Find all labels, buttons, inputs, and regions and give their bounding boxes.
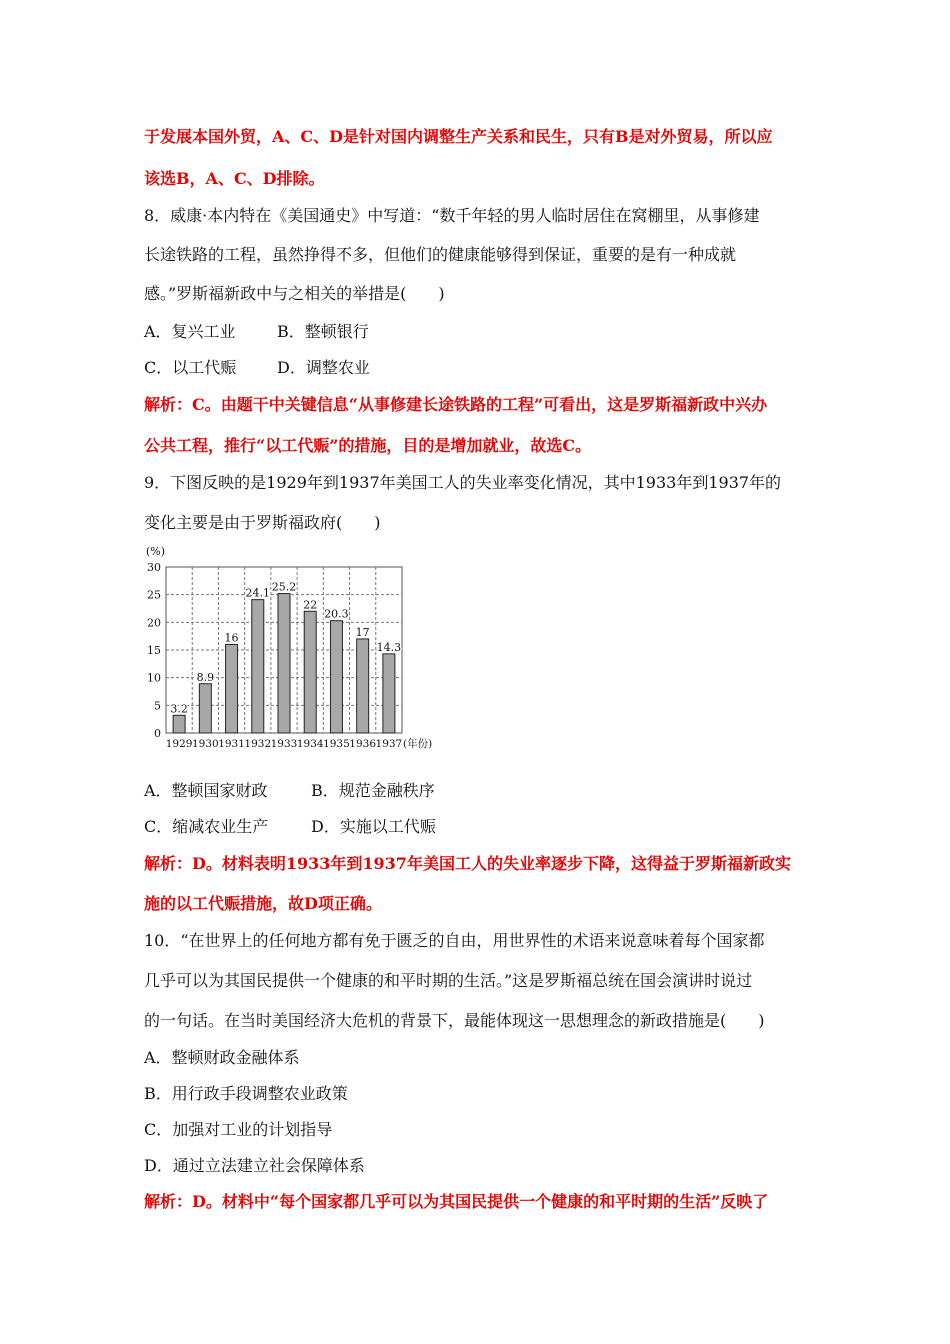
- x-tick-label: 1929: [165, 738, 193, 750]
- y-tick-label: 0: [154, 727, 161, 740]
- question-9-option-d: D．实施以工代赈: [311, 817, 436, 836]
- x-axis-label: (年份): [403, 738, 433, 750]
- answer-9-line-2: 施的以工代赈措施，故D项正确。: [144, 894, 382, 913]
- answer-7-line-3: 该选B，A、C、D排除。: [144, 169, 325, 188]
- question-10-option-c: C．加强对工业的计划指导: [144, 1120, 333, 1139]
- question-10-option-a: A．整顿财政金融体系: [144, 1048, 300, 1067]
- y-tick-label: 30: [147, 561, 161, 574]
- y-tick-label: 5: [154, 699, 161, 713]
- x-tick-label: 1935: [323, 738, 350, 750]
- y-tick-label: 15: [147, 644, 161, 657]
- question-9-stem-1: 9．下图反映的是1929年到1937年美国工人的失业率变化情况，其中1933年到1937年的: [144, 473, 782, 492]
- bar-value-label: 17: [355, 625, 370, 639]
- answer-9-line-1: 解析：D。材料表明1933年到1937年美国工人的失业率逐步下降，这得益于罗斯福新政实: [144, 854, 791, 873]
- bar-1934: [304, 611, 316, 733]
- bar-value-label: 24.1: [245, 586, 271, 600]
- question-9-stem-2: 变化主要是由于罗斯福政府( ): [144, 513, 381, 532]
- x-tick-label: 1931: [218, 738, 245, 750]
- bar-1930: [199, 684, 211, 733]
- bar-value-label: 25.2: [271, 580, 297, 594]
- question-10-stem-2: 几乎可以为其国民提供一个健康的和平时期的生活。”这是罗斯福总统在国会演讲时说过: [144, 971, 753, 990]
- question-8-stem-1: 8．威康·本内特在《美国通史》中写道：“数千年轻的男人临时居住在窝棚里，从事修建: [144, 206, 760, 225]
- unemployment-bar-chart: [138, 543, 433, 753]
- y-tick-label: 10: [147, 671, 161, 685]
- question-10-option-d: D．通过立法建立社会保障体系: [144, 1156, 365, 1175]
- x-tick-label: 1932: [244, 738, 272, 750]
- y-tick-label: 20: [147, 616, 161, 630]
- question-8-stem-2: 长途铁路的工程，虽然挣得不多，但他们的健康能够得到保证，重要的是有一种成就: [144, 245, 737, 264]
- bar-1933: [278, 594, 290, 733]
- bar-1937: [383, 654, 395, 733]
- bar-1931: [226, 644, 238, 733]
- bar-1936: [357, 639, 369, 733]
- answer-8-line-2: 公共工程，推行“以工代赈”的措施，目的是增加就业，故选C。: [144, 436, 592, 455]
- question-9-option-a: A．整顿国家财政: [144, 781, 268, 800]
- question-9-option-c: C．缩减农业生产: [144, 817, 269, 836]
- bar-1932: [252, 600, 264, 733]
- x-tick-label: 1930: [191, 738, 219, 750]
- question-10-stem-1: 10．“在世界上的任何地方都有免于匮乏的自由，用世界性的术语来说意味着每个国家都: [144, 931, 765, 950]
- question-9-option-b: B．规范金融秩序: [311, 781, 435, 800]
- x-tick-label: 1933: [270, 738, 298, 750]
- bar-value-label: 3.2: [170, 702, 188, 716]
- bar-value-label: 14.3: [376, 640, 402, 654]
- x-tick-label: 1934: [296, 738, 324, 750]
- question-8-option-b: B．整顿银行: [277, 322, 369, 341]
- bar-value-label: 16: [224, 631, 239, 645]
- question-10-option-b: B．用行政手段调整农业政策: [144, 1084, 348, 1103]
- bar-value-label: 20.3: [324, 607, 349, 621]
- y-tick-label: 25: [147, 588, 161, 602]
- bar-1929: [173, 715, 185, 733]
- bar-1935: [330, 621, 342, 733]
- x-tick-label: 1937: [375, 738, 403, 750]
- x-tick-label: 1936: [349, 738, 377, 750]
- bar-value-label: 8.9: [196, 670, 215, 684]
- question-8-option-a: A．复兴工业: [144, 322, 236, 341]
- question-10-stem-3: 的一句话。在当时美国经济大危机的背景下，最能体现这一思想理念的新政措施是( ): [144, 1011, 765, 1030]
- question-8-stem-3: 感。”罗斯福新政中与之相关的举措是( ): [144, 284, 445, 303]
- question-8-option-c: C．以工代赈: [144, 358, 237, 377]
- answer-7-line-2: 于发展本国外贸，A、C、D是针对国内调整生产关系和民生，只有B是对外贸易，所以应: [144, 127, 773, 146]
- answer-10-line-1: 解析：D。材料中“每个国家都几乎可以为其国民提供一个健康的和平时期的生活”反映了: [144, 1192, 769, 1211]
- answer-8-line-1: 解析：C。由题干中关键信息“从事修建长途铁路的工程”可看出，这是罗斯福新政中兴办: [144, 395, 768, 414]
- y-axis-label: (%): [146, 545, 166, 558]
- bar-value-label: 22: [303, 598, 318, 612]
- question-8-option-d: D．调整农业: [277, 358, 370, 377]
